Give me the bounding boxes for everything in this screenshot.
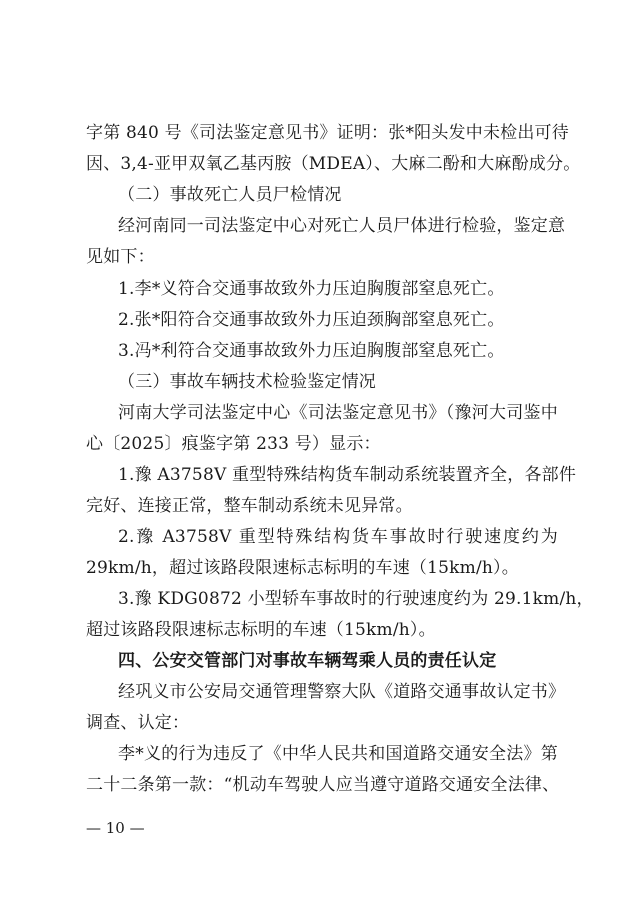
vehicle-item-1a: 1.豫 A3758V 重型特殊结构货车制动系统装置齐全，各部件 <box>118 465 577 485</box>
autopsy-item-1: 1.李*义符合交通事故致外力压迫胸腹部窒息死亡。 <box>118 279 505 299</box>
page-number: — 10 — <box>86 819 145 837</box>
body-line-11: 心〔2025〕痕鉴字第 233 号）显示： <box>86 434 381 454</box>
body-line-5: 见如下： <box>86 247 155 267</box>
body-line-10: 河南大学司法鉴定中心《司法鉴定意见书》（豫河大司鉴中 <box>118 403 558 423</box>
body-line-20: 调查、认定： <box>86 713 190 733</box>
body-line-2: 因、3,4-亚甲双氧乙基丙胺（MDEA）、大麻二酚和大麻酚成分。 <box>86 154 581 174</box>
body-line-22: 二十二条第一款：“机动车驾驶人应当遵守道路交通安全法律、 <box>86 775 560 795</box>
autopsy-item-3: 3.冯*利符合交通事故致外力压迫胸腹部窒息死亡。 <box>118 341 505 361</box>
body-line-1: 字第 840 号《司法鉴定意见书》证明：张*阳头发中未检出可待 <box>86 123 569 143</box>
vehicle-item-2a: 2.豫 A3758V 重型特殊结构货车事故时行驶速度约为 <box>118 527 558 547</box>
body-line-4: 经河南同一司法鉴定中心对死亡人员尸体进行检验，鉴定意 <box>118 216 566 236</box>
vehicle-item-3a: 3.豫 KDG0872 小型轿车事故时的行驶速度约为 29.1km/h， <box>118 589 594 609</box>
vehicle-item-3b: 超过该路段限速标志标明的车速（15km/h）。 <box>86 620 436 640</box>
body-line-21: 李*义的行为违反了《中华人民共和国道路交通安全法》第 <box>118 744 558 764</box>
autopsy-item-2: 2.张*阳符合交通事故致外力压迫颈胸部窒息死亡。 <box>118 310 505 330</box>
vehicle-item-2b: 29km/h，超过该路段限速标志标明的车速（15km/h）。 <box>86 558 519 578</box>
section-heading-liability: 四、公安交管部门对事故车辆驾乘人员的责任认定 <box>118 651 497 671</box>
section-heading-vehicle: （三）事故车辆技术检验鉴定情况 <box>118 372 376 392</box>
vehicle-item-1b: 完好、连接正常，整车制动系统未见异常。 <box>86 496 413 516</box>
section-heading-autopsy: （二）事故死亡人员尸检情况 <box>118 185 342 205</box>
body-line-19: 经巩义市公安局交通管理警察大队《道路交通事故认定书》 <box>118 682 566 702</box>
